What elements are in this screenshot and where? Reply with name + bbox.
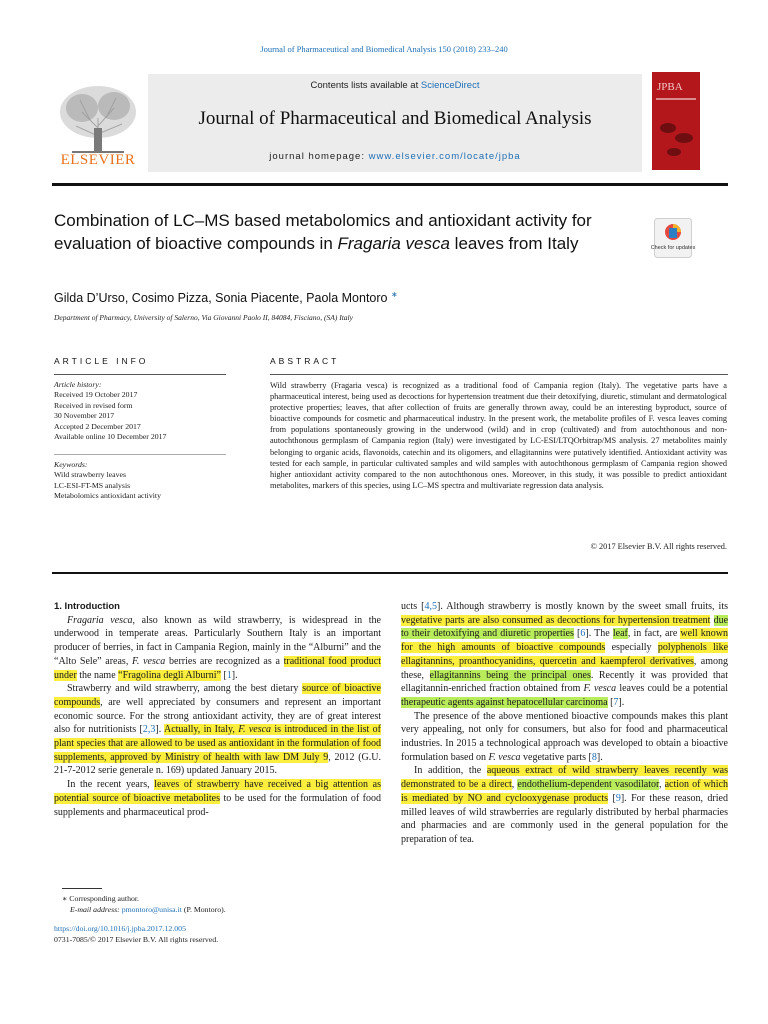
history-item: Available online 10 December 2017: [54, 432, 167, 442]
contents-available: [148, 80, 642, 91]
body-rule: [52, 572, 728, 574]
email-link[interactable]: pmontoro@unisa.it: [121, 905, 182, 914]
article-title: [54, 210, 634, 255]
doi-link[interactable]: https://doi.org/10.1016/j.jpba.2017.12.005: [54, 924, 186, 933]
footnotes: [54, 893, 384, 945]
history-item: Received 19 October 2017: [54, 390, 138, 400]
author-list: [54, 290, 634, 305]
corresponding-note: ∗ Corresponding author.: [62, 894, 139, 903]
journal-cover-image: [652, 72, 700, 170]
cover-art: [652, 72, 700, 170]
introduction-heading: 1. Introduction: [54, 601, 120, 612]
crossmark-label: Check for updates: [650, 245, 696, 251]
footnote-rule: [62, 888, 102, 889]
history-item: 30 November 2017: [54, 411, 115, 421]
intro-paragraph-1: Fragaria vesca, also known as wild strawberry, is widespread in the underwood in temperate areas. Particularly Southern Italy is an important producer of berries, in fact in Campania Region, mainly in the “Alburni” and the “Alto Sele” areas, F. vesca berries are recognized as a traditional food product under the name “Fragolina degli Alburni” [1].: [54, 614, 382, 681]
article-history: [54, 380, 226, 442]
history-item: Accepted 2 December 2017: [54, 421, 141, 431]
keyword: Wild strawberry leaves: [54, 470, 126, 480]
journal-citation-link[interactable]: Journal of Pharmaceutical and Biomedical Analysis 150 (2018) 233–240: [260, 44, 508, 54]
body-left-column: [54, 600, 381, 819]
intro-paragraph-3: In the recent years, leaves of strawberry have received a big attention as potential source of bioactive metabolites to be used for the formulation of food supplements and pharmaceutical prod-: [54, 779, 381, 818]
sciencedirect-link[interactable]: ScienceDirect: [420, 80, 480, 91]
intro-paragraph-3-cont: ucts [4,5]. Although strawberry is mostly known by the sweet small fruits, its vegetative parts are also consumed as decoctions for hypertension treatment due to their detoxifying and diuretic properties [6]. The leaf, in fact, are well known for the high amounts of bioactive compounds especially polyphenols like ellagitannins, proanthocyanidins, quercetin and kaempferol derivatives, among these, ellagitannins being the principal ones. Recently it was provided that ellagitannin-enriched fraction obtained from F. vesca leaves could be a potential therapeutic agents against hepatocellular carcinoma [7].: [401, 601, 729, 708]
journal-homepage: [148, 151, 642, 162]
journal-title: Journal of Pharmaceutical and Biomedical Analysis: [198, 108, 592, 129]
title-species: Fragaria vesca: [337, 233, 450, 253]
abstract-copyright: © 2017 Elsevier B.V. All rights reserved.: [590, 542, 727, 551]
keyword: Metabolomics antioxidant activity: [54, 491, 161, 501]
title-part-2: leaves from Italy: [449, 233, 579, 253]
check-for-updates-icon[interactable]: [650, 218, 696, 258]
abstract-text: Wild strawberry (Fragaria vesca) is recognized as a traditional food of Campania region (Italy). The vegetative parts have a pharmaceutical interest, being used as decoctions for hypertension treatment due their detoxifying, diuretic, stimulant and dermatological protective properties; leaves, that after collection of fruits are generally thrown away, could be an interesting byproduct, source of bioactive compounds for cosmetic and pharmaceutical industry. In the present work, the metabolite profiles of F. vesca leaves coming from populations spontaneously growing in the underwood (wild) and in crop (cultivated) and from autochthonous and non-autochthonous germplasm of Campania region (Italy) were investigated by LC-ESI/LTQOrbitrap/MS analysis. 27 metabolites mainly belonging to organic acids, flavonoids, catechin and its oligomers, and ellagitannins were putatively identified. Antioxidant activity was tested for each sample, in particular cultivated samples and wild samples with autochthonous germplasm of Campania region showed higher antioxidant activity compared to the non autochthonous ones. Moreover, in this study, it was possible to predict antioxidant metabolites, markers of this species, using LC–MS spectra and multivariate regression data analysis.: [270, 381, 727, 490]
keyword: LC-ESI-FT-MS analysis: [54, 480, 131, 490]
intro-paragraph-5: In addition, the aqueous extract of wild strawberry leaves recently was demonstrated to be a direct, endothelium-dependent vasodilator, action of which is mediated by NO and cyclooxygenase products [9]. For these reason, dried milled leaves of wild strawberries are regularly distributed by herbal pharmacies and pharmacies and are commonly used in the general population for the preparation of tea.: [401, 765, 729, 845]
email-note: [54, 904, 384, 915]
email-suffix: (P. Montoro).: [181, 905, 226, 914]
title-part-1: Combination of LC–MS based metabolomics and antioxidant activity for evaluation of bioactive compounds in: [54, 211, 592, 253]
intro-paragraph-4: The presence of the above mentioned bioactive compounds makes this plant very appealing, not only for consumers, but also for food and pharmaceutical industries. In 2015 a technological approach was developed to obtain a bioactive formulation based on F. vesca vegetative parts [8].: [401, 710, 728, 763]
body-right-column: [401, 600, 728, 847]
keywords-label: Keywords:: [54, 460, 88, 469]
affiliation: Department of Pharmacy, University of Salerno, Via Giovanni Paolo II, 84084, Fisciano, (SA) Italy: [54, 313, 353, 322]
issn-copyright: 0731-7085/© 2017 Elsevier B.V. All rights reserved.: [54, 935, 219, 944]
publisher-wordmark: ELSEVIER: [60, 152, 136, 168]
corresponding-author-mark[interactable]: ∗: [390, 290, 398, 299]
header-rule: [52, 183, 728, 186]
intro-paragraph-2: Strawberry and wild strawberry, among the best dietary source of bioactive compounds, are well appreciated by consumers and represent an important economic source. For the strong antioxidant activity, they are of great interest also for nutritionists [2,3]. Actually, in Italy, F. vesca is introduced in the list of plant species that are allowed to be used as antioxidant in the formulation of food supplements, approved by Ministry of health with law DM July 9, 2012 (G.U. 21-7-2012 serie generale n. 169) updated January 2015.: [54, 683, 381, 777]
abstract-rule: [270, 374, 728, 375]
keywords-rule: [54, 454, 226, 455]
authors-text: Gilda D’Urso, Cosimo Pizza, Sonia Piacente, Paola Montoro: [54, 291, 388, 306]
contents-prefix: Contents lists available at: [310, 80, 421, 91]
homepage-label: journal homepage:: [269, 151, 369, 162]
article-info-rule: [54, 374, 226, 375]
history-label: Article history:: [54, 380, 102, 389]
homepage-link[interactable]: www.elsevier.com/locate/jpba: [368, 151, 521, 162]
email-label: E-mail address:: [70, 905, 122, 914]
keywords-block: [54, 460, 226, 502]
article-info-heading: ARTICLE INFO: [54, 356, 149, 366]
abstract-heading: ABSTRACT: [270, 356, 340, 366]
svg-text:JPBA: JPBA: [657, 81, 683, 93]
history-item: Received in revised form: [54, 400, 133, 410]
